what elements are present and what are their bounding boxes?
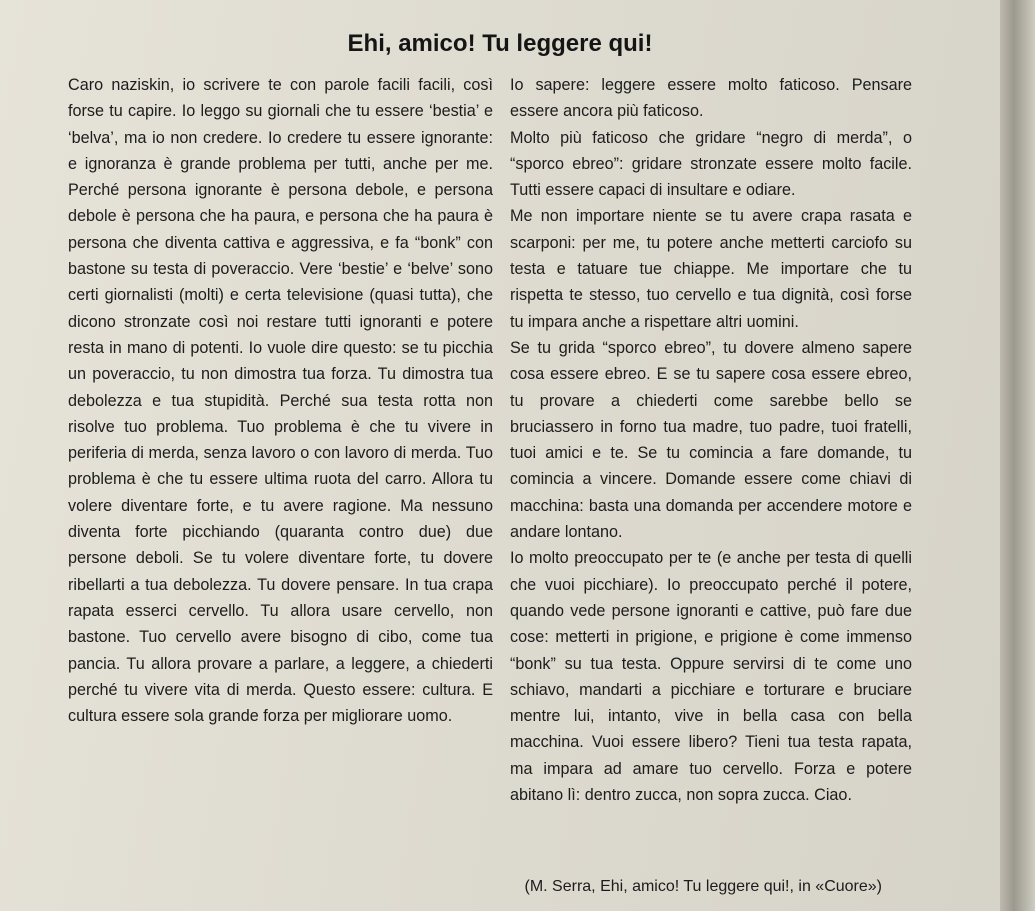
right-paragraph-4: Se tu grida “sporco ebreo”, tu dovere almeno sapere cosa essere ebreo. E se tu sapere cosa essere ebreo, tu provare a chiederti come sarebbe bello se bruciassero in forno tua madre, tuo padre, tuoi fratelli, tuoi amici e te. Se tu comincia a fare domande, tu comincia a vincere. Domande essere come chiavi di macchina: basta una domanda per accendere motore e andare lontano. [510, 338, 912, 542]
right-column [510, 72, 912, 808]
source-citation: (M. Serra, Ehi, amico! Tu leggere qui!, in «Cuore») [524, 878, 882, 895]
right-paragraph-1: Io sapere: leggere essere molto faticoso. Pensare essere ancora più faticoso. [510, 76, 912, 121]
right-paragraph-3: Me non importare niente se tu avere crapa rasata e scarponi: per me, tu potere anche metterti carciofo su testa e tatuare tue chiappe. Me importare che tu rispetta te stesso, tuo cervello e tua dignità, così forse tu impara anche a rispettare altri uomini. [510, 207, 912, 331]
left-paragraph: Caro naziskin, io scrivere te con parole facili facili, così forse tu capire. Io leggo su giornali che tu essere ‘bestia’ e ‘belva’, ma io non credere. Io credere tu essere ignorante: e ignoranza è grande problema per tutti, anche per me. Perché persona ignorante è persona debole, e persona debole è persona che ha paura, e persona che ha paura è persona che diventa cattiva e aggressiva, e fa “bonk” con bastone su testa di poveraccio. Vere ‘bestie’ e ‘belve’ sono certi giornalisti (molti) e certa televisione (quasi tutta), che dicono stronzate così noi restare tutti ignoranti e potere resta in mano di potenti. Io vuole dire questo: se tu picchia un poveraccio, tu non dimostra tua forza. Tu dimostra tua debolezza e tua stupidità. Perché sua testa rotta non risolve tuo problema. Tuo problema è che tu vivere in periferia di merda, senza lavoro o con lavoro di merda. Tuo problema è che tu essere ultima ruota del carro. Allora tu volere diventare forte, e tu avere ragione. Ma nessuno diventa forte picchiando (quaranta contro due) due persone deboli. Se tu volere diventare forte, tu dovere ribellarti a tua debolezza. Tu dovere pensare. In tua crapa rapata esserci cervello. Tu allora usare cervello, non bastone. Tuo cervello avere bisogno di cibo, come tua pancia. Tu allora provare a parlare, a leggere, a chiederti perché tu vivere vita di merda. Questo essere: cultura. E cultura essere sola grande forza per migliorare uomo. [68, 76, 493, 726]
left-column [68, 72, 493, 729]
article-title: Ehi, amico! Tu leggere qui! [347, 30, 653, 57]
book-page-edge [1000, 0, 1035, 911]
right-paragraph-2: Molto più faticoso che gridare “negro di merda”, o “sporco ebreo”: gridare stronzate essere molto facile. Tutti essere capaci di insultare e odiare. [510, 128, 912, 200]
right-paragraph-5: Io molto preoccupato per te (e anche per testa di quelli che vuoi picchiare). Io preoccupato perché il potere, quando vede persone ignoranti e cattive, può fare due cose: metterti in prigione, e prigione è come immenso “bonk” su tua testa. Oppure servirsi di te come uno schiavo, mandarti a picchiare e torturare e bruciare mentre lui, intanto, vive in bella casa con bella macchina. Vuoi essere libero? Tieni tua testa rapata, ma impara ad amare tuo cervello. Forza e potere abitano lì: dentro zucca, non sopra zucca. Ciao. [510, 549, 912, 805]
